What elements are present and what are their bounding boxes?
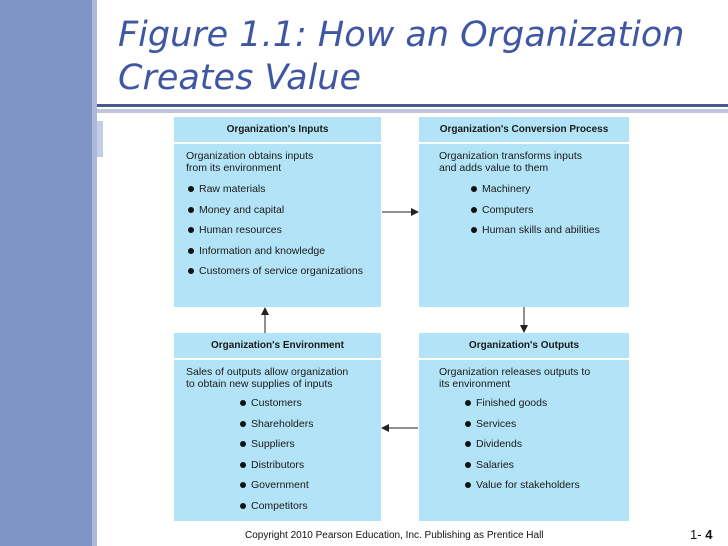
environment-intro-line-2: to obtain new supplies of inputs (186, 378, 333, 390)
bullet-icon (188, 248, 194, 254)
list-item-label: Distributors (251, 458, 305, 471)
inputs-intro (186, 150, 381, 174)
list-item (186, 182, 381, 203)
list-item (463, 417, 629, 438)
copyright-footer: Copyright 2010 Pearson Education, Inc. Publishing as Prentice Hall (245, 530, 544, 541)
outputs-intro-line-2: its environment (439, 378, 511, 390)
list-item (463, 396, 629, 417)
list-item (463, 478, 629, 499)
bullet-icon (240, 400, 246, 406)
list-item (238, 417, 381, 438)
bullet-icon (471, 227, 477, 233)
arrow-outputs-to-environment (380, 422, 420, 434)
list-item (463, 458, 629, 479)
list-item (238, 499, 381, 520)
list-item (469, 182, 629, 203)
arrow-inputs-to-conversion (380, 206, 420, 218)
list-item-label: Computers (482, 203, 534, 216)
list-item-label: Machinery (482, 183, 531, 195)
list-item-label: Human skills and abilities (482, 224, 600, 236)
inputs-body (174, 144, 381, 285)
list-item-label: Information and knowledge (199, 244, 326, 257)
list-item (238, 458, 381, 479)
page-number-value: 4 (705, 527, 713, 542)
left-tab-marker (97, 121, 103, 157)
inputs-intro-line-2: from its environment (186, 162, 282, 174)
conversion-header: Organization's Conversion Process (419, 117, 629, 144)
list-item-label: Finished goods (476, 397, 548, 409)
conversion-box (419, 117, 629, 307)
bullet-icon (188, 268, 194, 274)
inputs-list (186, 182, 381, 285)
title-line-1: Figure 1.1: How an Organization (118, 15, 685, 55)
list-item-label: Services (476, 417, 517, 430)
conversion-body (419, 144, 629, 244)
list-item-label: Dividends (476, 438, 523, 450)
inputs-box (174, 117, 381, 307)
bullet-icon (471, 207, 477, 213)
arrow-environment-to-inputs (259, 306, 271, 334)
list-item (469, 223, 629, 244)
list-item-label: Competitors (251, 499, 308, 512)
list-item (238, 478, 381, 499)
list-item-label: Government (251, 479, 309, 491)
bullet-icon (465, 482, 471, 488)
list-item (469, 203, 629, 224)
list-item-label: Salaries (476, 458, 514, 471)
slide-title (118, 14, 718, 100)
list-item (463, 437, 629, 458)
bullet-icon (188, 186, 194, 192)
inputs-intro-line-1: Organization obtains inputs (186, 150, 314, 162)
title-rule (97, 104, 728, 107)
environment-intro-line-1: Sales of outputs allow organization (186, 366, 349, 378)
bullet-icon (465, 462, 471, 468)
bullet-icon (471, 186, 477, 192)
list-item (186, 264, 381, 285)
inputs-header: Organization's Inputs (174, 117, 381, 144)
outputs-box (419, 333, 629, 521)
left-decorative-band (0, 0, 97, 546)
conversion-intro-line-1: Organization transforms inputs (439, 150, 582, 162)
list-item-label: Suppliers (251, 438, 295, 450)
environment-body (174, 360, 381, 519)
bullet-icon (465, 441, 471, 447)
title-rule-shadow (97, 109, 728, 113)
bullet-icon (240, 421, 246, 427)
bullet-icon (188, 207, 194, 213)
bullet-icon (188, 227, 194, 233)
conversion-intro (439, 150, 629, 174)
outputs-list (439, 396, 629, 499)
list-item-label: Shareholders (251, 417, 314, 430)
list-item-label: Human resources (199, 224, 282, 236)
environment-list (186, 396, 381, 519)
left-band-edge (92, 0, 97, 546)
conversion-list (439, 182, 629, 244)
title-line-2: Creates Value (118, 58, 362, 98)
page-number (690, 527, 712, 542)
list-item-label: Raw materials (199, 183, 266, 195)
list-item-label: Customers of service organizations (199, 265, 363, 277)
list-item (186, 223, 381, 244)
list-item (238, 437, 381, 458)
list-item (238, 396, 381, 417)
arrow-conversion-to-outputs (518, 306, 530, 334)
list-item-label: Customers (251, 397, 302, 409)
list-item (186, 203, 381, 224)
environment-box (174, 333, 381, 521)
list-item-label: Money and capital (199, 203, 285, 216)
environment-header: Organization's Environment (174, 333, 381, 360)
bullet-icon (240, 482, 246, 488)
outputs-intro-line-1: Organization releases outputs to (439, 366, 591, 378)
bullet-icon (465, 400, 471, 406)
environment-intro (186, 366, 381, 390)
bullet-icon (240, 441, 246, 447)
bullet-icon (240, 462, 246, 468)
outputs-intro (439, 366, 629, 390)
outputs-header: Organization's Outputs (419, 333, 629, 360)
page-prefix: 1- (690, 527, 702, 542)
list-item-label: Value for stakeholders (476, 479, 580, 491)
bullet-icon (240, 503, 246, 509)
bullet-icon (465, 421, 471, 427)
conversion-intro-line-2: and adds value to them (439, 162, 549, 174)
outputs-body (419, 360, 629, 499)
list-item (186, 244, 381, 265)
